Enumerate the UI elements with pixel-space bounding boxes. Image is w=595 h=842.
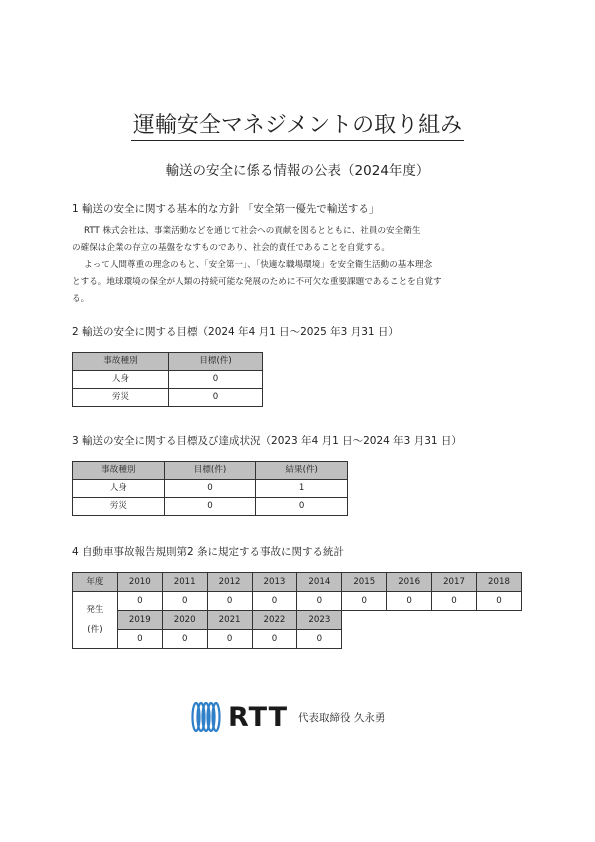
table-cell: 0 <box>252 592 297 611</box>
table-row <box>73 573 522 592</box>
table-cell: 0 <box>207 630 252 649</box>
section1-para2-line2: とする。地球環境の保全が人類の持続可能な発展のために不可欠な重要課題であることを自覚す <box>72 277 442 287</box>
signer-name: 代表取締役 久永勇 <box>298 711 386 724</box>
year-label: 年度 <box>73 573 118 592</box>
accident-statistics-table <box>72 572 522 649</box>
company-signature <box>190 700 385 734</box>
year-header: 2021 <box>207 611 252 630</box>
target-table <box>72 352 263 407</box>
table-cell: 0 <box>117 630 162 649</box>
rtt-logo-icon <box>190 700 224 734</box>
table-cell: 0 <box>476 592 521 611</box>
table-cell: 0 <box>256 498 348 516</box>
logo-text: RTT <box>228 701 289 733</box>
empty-cell <box>342 630 522 649</box>
year-header: 2018 <box>476 573 521 592</box>
table-cell: 0 <box>164 498 256 516</box>
section1-body <box>72 223 528 308</box>
table-cell: 0 <box>207 592 252 611</box>
table-header: 結果(件) <box>256 462 348 480</box>
table-cell: 0 <box>297 630 342 649</box>
table-row <box>73 630 522 649</box>
year-header: 2011 <box>162 573 207 592</box>
year-header: 2012 <box>207 573 252 592</box>
section3-heading: 3 輸送の安全に関する目標及び達成状況（2023 年4 月1 日～2024 年3 月31 日） <box>72 435 462 447</box>
table-row <box>73 371 263 389</box>
year-header: 2014 <box>297 573 342 592</box>
section2-heading: 2 輸送の安全に関する目標（2024 年4 月1 日～2025 年3 月31 日） <box>72 326 399 338</box>
table-header: 事故種別 <box>73 462 165 480</box>
page-subtitle: 輸送の安全に係る情報の公表（2024年度） <box>165 163 430 179</box>
occurrence-label <box>73 592 118 649</box>
year-header: 2013 <box>252 573 297 592</box>
table-cell: 労災 <box>73 389 169 407</box>
table-cell: 人身 <box>73 480 165 498</box>
occurrence-label-line2: (件) <box>87 625 103 635</box>
section1-para2-line1: よって人間尊重の理念のもと、「安全第一」、「快適な職場環境」を安全衛生活動の基本理念 <box>84 260 433 270</box>
year-header: 2010 <box>117 573 162 592</box>
table-header: 事故種別 <box>73 353 169 371</box>
section1-para1-line1: RTT 株式会社は、事業活動などを通じて社会への貢献を図るとともに、社員の安全衛生 <box>84 226 421 236</box>
year-header: 2019 <box>117 611 162 630</box>
table-cell: 0 <box>297 592 342 611</box>
occurrence-label-line1: 発生 <box>86 605 104 615</box>
year-header: 2023 <box>297 611 342 630</box>
year-header: 2015 <box>342 573 387 592</box>
table-cell: 0 <box>117 592 162 611</box>
table-cell: 0 <box>164 480 256 498</box>
section1-heading: 1 輸送の安全に関する基本的な方針 「安全第一優先で輸送する」 <box>72 203 380 215</box>
page-title: 運輸安全マネジメントの取り組み <box>0 112 595 140</box>
empty-cell <box>342 611 522 630</box>
achievement-table <box>72 461 348 516</box>
table-header: 目標(件) <box>169 353 263 371</box>
year-header: 2017 <box>432 573 477 592</box>
table-row <box>73 498 348 516</box>
table-cell: 0 <box>162 630 207 649</box>
table-cell: 0 <box>342 592 387 611</box>
table-header: 目標(件) <box>164 462 256 480</box>
section1-para2-line3: る。 <box>72 294 90 304</box>
table-row <box>73 592 522 611</box>
table-cell: 0 <box>387 592 432 611</box>
year-header: 2016 <box>387 573 432 592</box>
table-cell: 労災 <box>73 498 165 516</box>
year-header: 2022 <box>252 611 297 630</box>
year-header: 2020 <box>162 611 207 630</box>
table-row <box>73 480 348 498</box>
table-cell: 0 <box>169 389 263 407</box>
table-cell: 1 <box>256 480 348 498</box>
table-cell: 人身 <box>73 371 169 389</box>
table-cell: 0 <box>169 371 263 389</box>
table-row <box>73 389 263 407</box>
section4-heading: 4 自動車事故報告規則第2 条に規定する事故に関する統計 <box>72 546 345 558</box>
table-cell: 0 <box>432 592 477 611</box>
table-cell: 0 <box>162 592 207 611</box>
table-row <box>73 611 522 630</box>
section1-para1-line2: の確保は企業の存立の基盤をなすものであり、社会的責任であることを自覚する。 <box>72 243 390 253</box>
table-cell: 0 <box>252 630 297 649</box>
